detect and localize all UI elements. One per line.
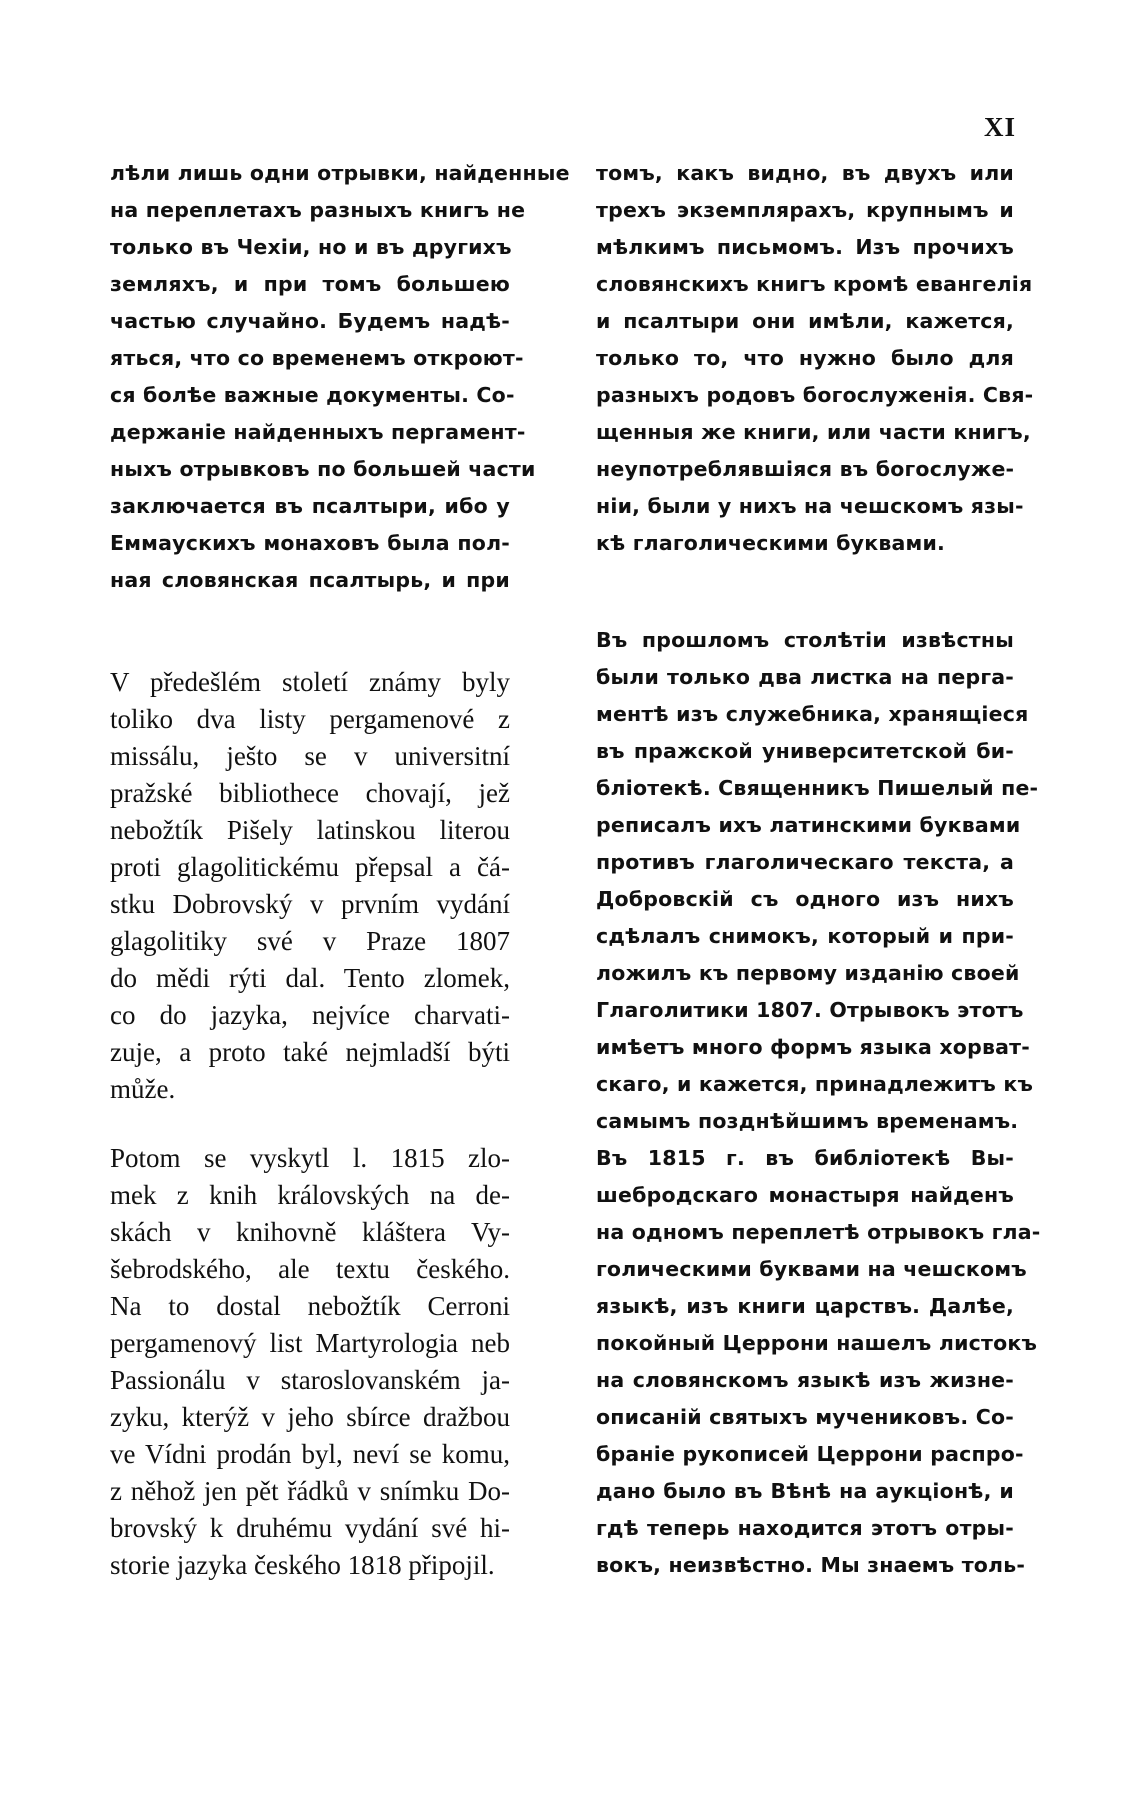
text-line: были только два листка на перга- (596, 665, 1014, 689)
text-line: proti glagolitickému přepsal a čá- (110, 852, 510, 882)
text-line: ныхъ отрывковъ по большей части (110, 457, 536, 481)
right-russian-continuation (596, 155, 1034, 562)
text-line: дано было въ Вѣнѣ на аукціонѣ, и (596, 1479, 1014, 1503)
text-line: и псалтыри они имѣли, кажется, (596, 309, 1014, 333)
text-line: мѣлкимъ письмомъ. Изъ прочихъ (596, 235, 1014, 259)
text-line: самымъ позднѣйшимъ временамъ. (596, 1109, 1019, 1133)
text-line: реписалъ ихъ латинскими буквами (596, 813, 1021, 837)
text-line: шебродскаго монастыря найденъ (596, 1183, 1014, 1207)
text-line: zyku, kterýž v jeho sbírce dražbou (110, 1402, 510, 1432)
text-line: описаній святыхъ мучениковъ. Со- (596, 1405, 1014, 1429)
text-line: ve Vídni prodán byl, neví se komu, (110, 1439, 510, 1469)
text-line: pergamenový list Martyrologia neb (110, 1328, 510, 1358)
text-line: словянскихъ книгъ кромѣ евангелія (596, 272, 1033, 296)
text-line: разныхъ родовъ богослуженія. Свя- (596, 383, 1034, 407)
text-line: кѣ глаголическими буквами. (596, 531, 946, 555)
text-line: томъ, какъ видно, въ двухъ или (596, 161, 1014, 185)
text-line: stku Dobrovský v prvním vydání (110, 889, 510, 919)
text-line: co do jazyka, nejvíce charvati- (110, 1000, 510, 1030)
text-line: mek z knih královských na de- (110, 1180, 510, 1210)
text-line: на переплетахъ разныхъ книгъ не (110, 198, 526, 222)
text-line: бліотекѣ. Священникъ Пишелый пе- (596, 776, 1039, 800)
text-line: může. (110, 1074, 176, 1104)
text-line: на одномъ переплетѣ отрывокъ гла- (596, 1220, 1041, 1244)
text-line: голическими буквами на чешскомъ (596, 1257, 1027, 1281)
text-line: toliko dva listy pergamenové z (110, 704, 510, 734)
text-line: сдѣлалъ снимокъ, который и при- (596, 924, 1014, 948)
text-line: z něhož jen pět řádků v snímku Do- (110, 1476, 510, 1506)
left-czech-paragraph-2 (110, 1140, 510, 1584)
text-line: скаго, и кажется, принадлежитъ къ (596, 1072, 1034, 1096)
text-line: do mědi rýti dal. Tento zlomek, (110, 963, 510, 993)
text-line: Въ прошломъ столѣтіи извѣстны (596, 628, 1014, 652)
text-line: nebožtík Pišely latinskou literou (110, 815, 510, 845)
text-line: частью случайно. Будемъ надѣ- (110, 309, 510, 333)
text-line: pražské bibliothece chovají, jež (110, 778, 510, 808)
text-line: заключается въ псалтыри, ибо у (110, 494, 510, 518)
text-line: ся болѣе важные документы. Со- (110, 383, 515, 407)
text-line: glagolitiky své v Praze 1807 (110, 926, 510, 956)
text-line: трехъ экземплярахъ, крупнымъ и (596, 198, 1014, 222)
text-line: держаніе найденныхъ пергамент- (110, 420, 526, 444)
text-line: щенныя же книги, или части книгъ, (596, 420, 1031, 444)
text-line: вокъ, неизвѣстно. Мы знаемъ толь- (596, 1553, 1026, 1577)
text-line: браніе рукописей Церрони распро- (596, 1442, 1024, 1466)
text-line: только въ Чехіи, но и въ другихъ (110, 235, 512, 259)
text-line: на словянскомъ языкѣ изъ жизне- (596, 1368, 1014, 1392)
text-line: Глаголитики 1807. Отрывокъ этотъ (596, 998, 1024, 1022)
text-line: V předešlém století známy byly (110, 667, 510, 697)
text-line: Potom se vyskytl l. 1815 zlo- (110, 1143, 510, 1173)
text-line: ная словянская псалтырь, и при (110, 568, 510, 592)
text-line: земляхъ, и при томъ большею (110, 272, 510, 296)
text-line: missálu, ješto se v universitní (110, 741, 510, 771)
page-number: XI (983, 112, 1016, 142)
right-russian-paragraph-2 (596, 1140, 1041, 1584)
left-czech-paragraph-1 (110, 664, 510, 1108)
text-line: brovský k druhému vydání své hi- (110, 1513, 510, 1543)
text-line: zuje, a proto také nejmladší býti (110, 1037, 510, 1067)
text-line: Passionálu v staroslovanském ja- (110, 1365, 510, 1395)
text-line: šebrodského, ale textu českého. (110, 1254, 510, 1284)
text-line: ментѣ изъ служебника, хранящіеся (596, 702, 1029, 726)
text-line: skách v knihovně kláštera Vy- (110, 1217, 510, 1247)
text-line: ложилъ къ первому изданію своей (596, 961, 1020, 985)
text-line: Еммаускихъ монаховъ была пол- (110, 531, 510, 555)
left-russian-continuation (110, 155, 570, 599)
text-line: яться, что со временемъ откроют- (110, 346, 524, 370)
text-line: въ пражской университетской би- (596, 739, 1014, 763)
text-line: покойный Церрони нашелъ листокъ (596, 1331, 1038, 1355)
text-line: противъ глаголическаго текста, а (596, 850, 1014, 874)
text-line: ніи, были у нихъ на чешскомъ язы- (596, 494, 1024, 518)
text-line: Добровскій съ одного изъ нихъ (596, 887, 1014, 911)
text-line: storie jazyka českého 1818 připojil. (110, 1550, 495, 1580)
right-russian-paragraph-1 (596, 622, 1039, 1140)
text-line: имѣетъ много формъ языка хорват- (596, 1035, 1030, 1059)
text-line: Na to dostal nebožtík Cerroni (110, 1291, 510, 1321)
text-line: языкѣ, изъ книги царствъ. Далѣе, (596, 1294, 1014, 1318)
text-line: лѣли лишь одни отрывки, найденные (110, 161, 570, 185)
text-line: только то, что нужно было для (596, 346, 1014, 370)
text-line: неупотреблявшіяся въ богослуже- (596, 457, 1015, 481)
text-line: Въ 1815 г. въ библіотекѣ Вы- (596, 1146, 1014, 1170)
text-line: гдѣ теперь находится этотъ отры- (596, 1516, 1014, 1540)
